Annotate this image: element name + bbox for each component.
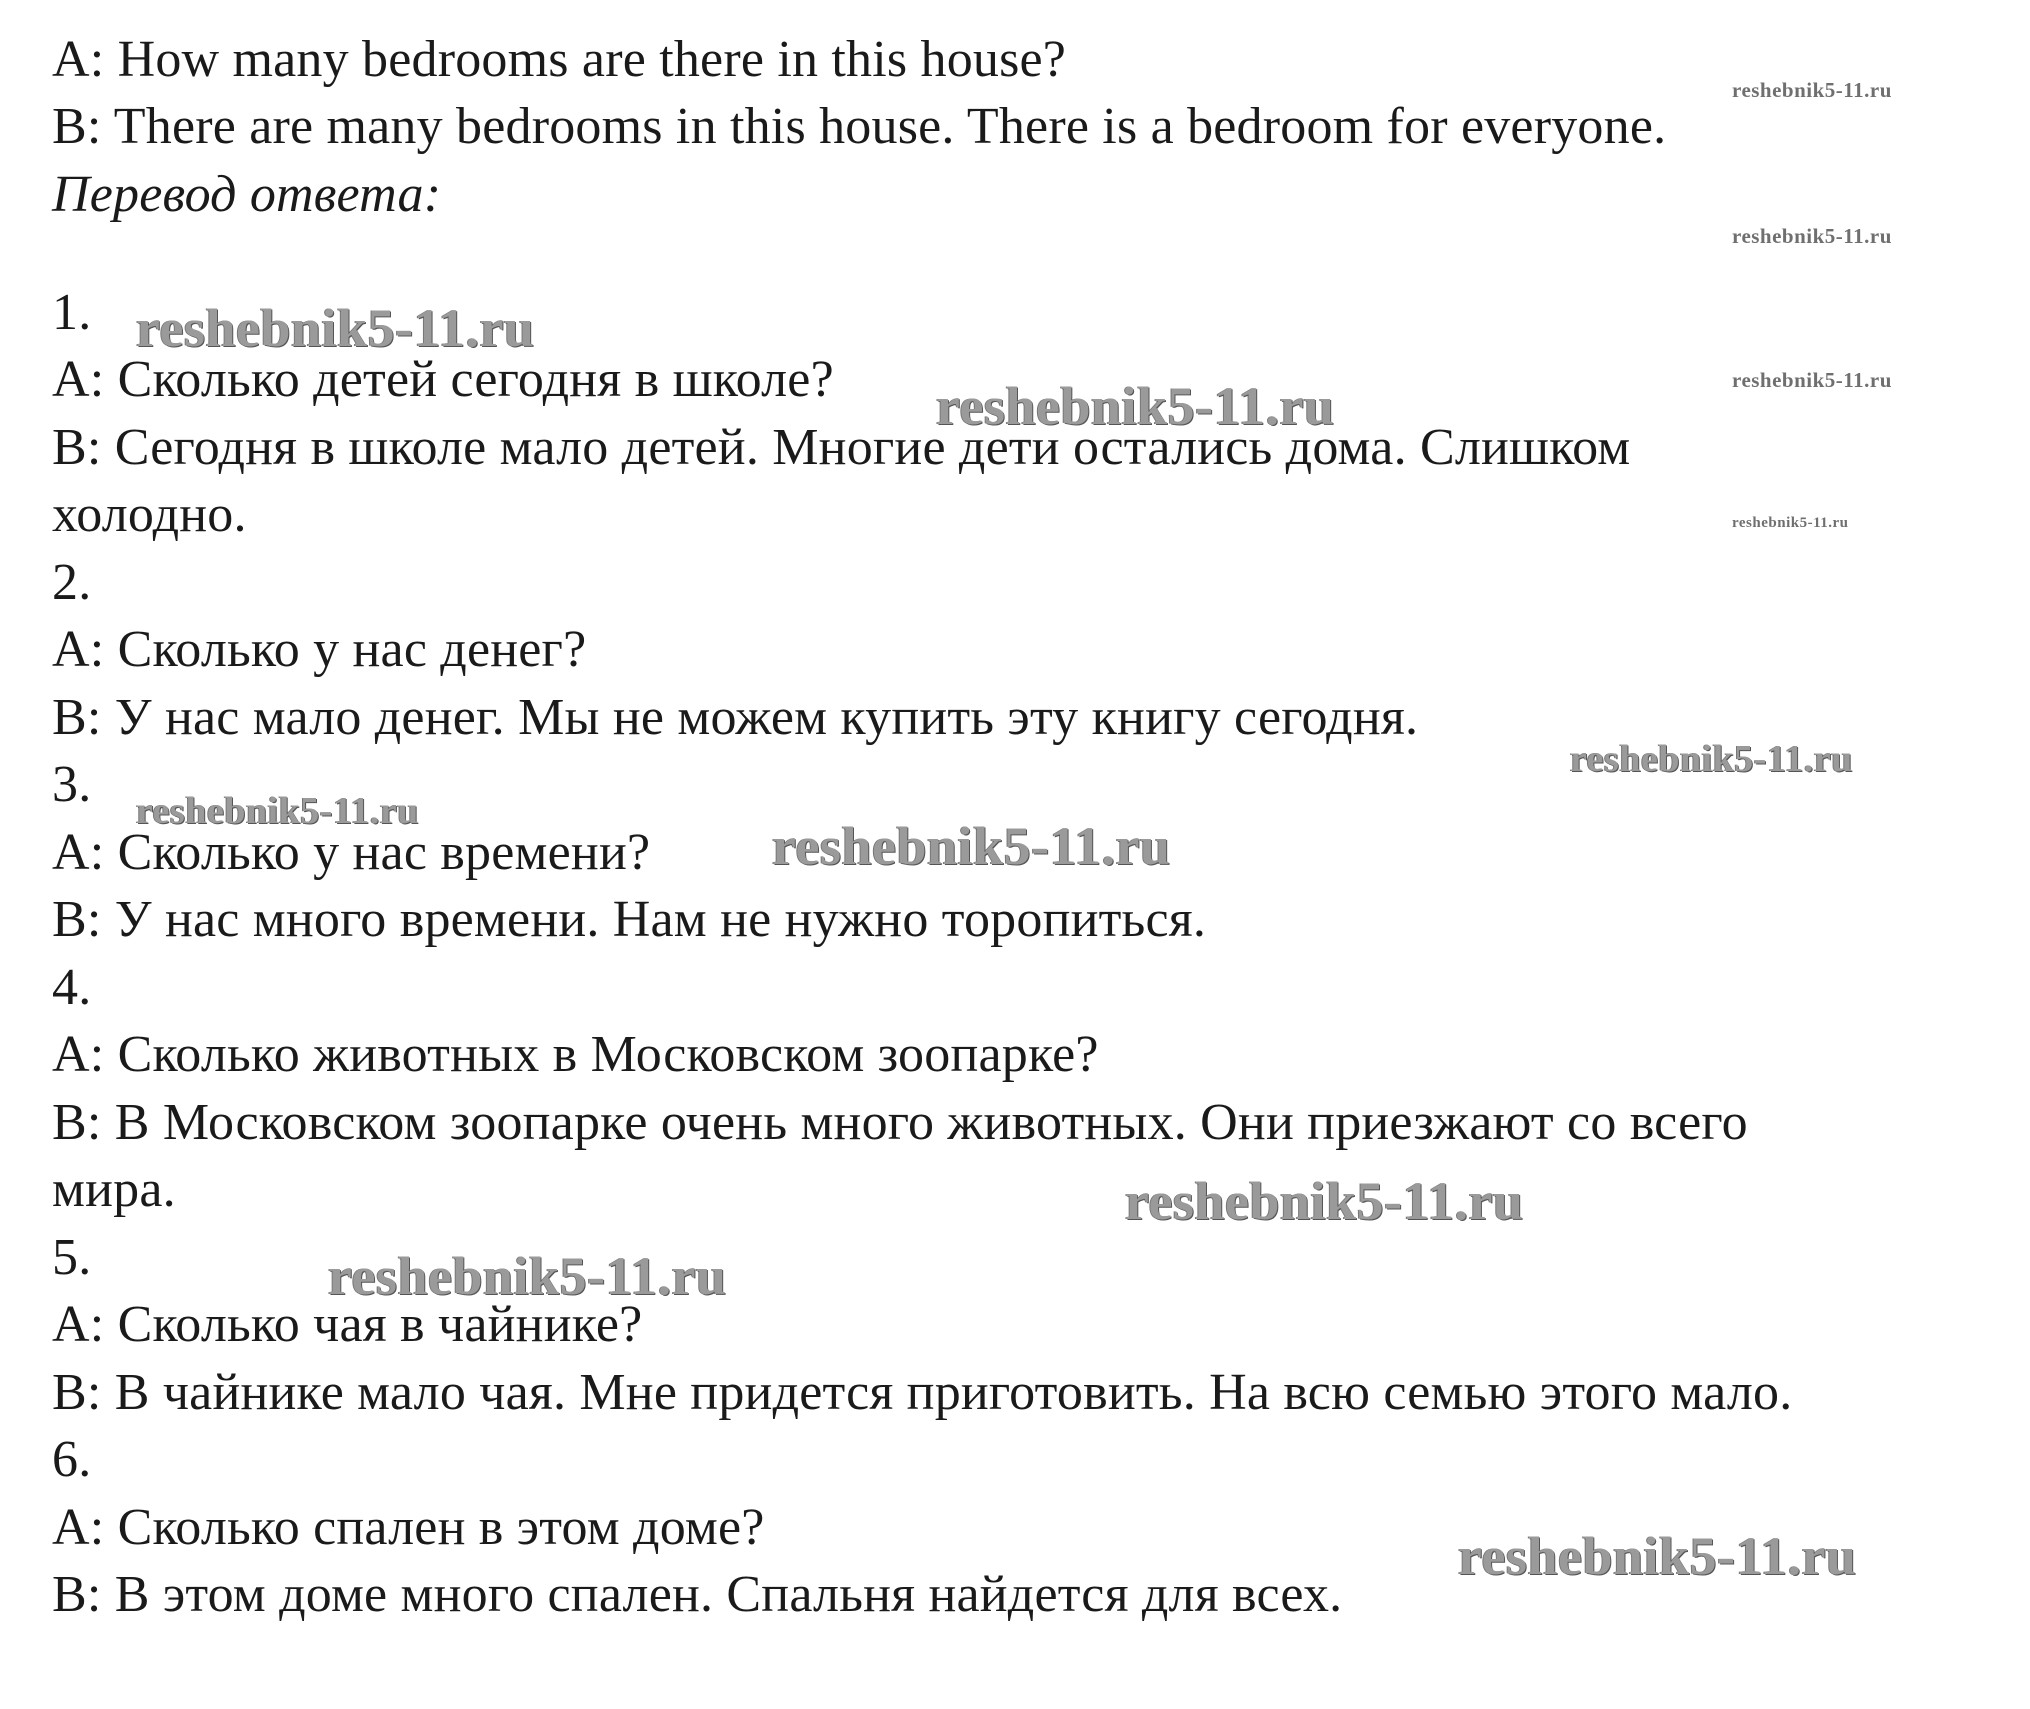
item-number: 2. (52, 554, 92, 611)
text-line: холодно. (52, 486, 247, 543)
watermark: reshebnik5-11.ru (772, 816, 1171, 876)
text-line: A: Сколько спален в этом доме? (52, 1499, 765, 1556)
watermark: reshebnik5-11.ru (1732, 78, 1892, 102)
text-line: B: В чайнике мало чая. Мне придется приготовить. На всю семью этого мало. (52, 1364, 1793, 1421)
watermark: reshebnik5-11.ru (1732, 368, 1892, 392)
watermark: reshebnik5-11.ru (328, 1246, 727, 1306)
watermark: reshebnik5-11.ru (1570, 738, 1853, 780)
watermark: reshebnik5-11.ru (136, 790, 419, 832)
item-number: 4. (52, 959, 92, 1016)
text-line: B: В этом доме много спален. Спальня найдется для всех. (52, 1566, 1343, 1623)
watermark: reshebnik5-11.ru (1125, 1171, 1524, 1231)
text-line: B: В Московском зоопарке очень много животных. Они приезжают со всего (52, 1094, 1748, 1151)
text-line: B: У нас мало денег. Мы не можем купить эту книгу сегодня. (52, 689, 1419, 746)
watermark: reshebnik5-11.ru (936, 376, 1335, 436)
text-line: B: There are many bedrooms in this house. There is a bedroom for everyone. (52, 98, 1667, 155)
text-line: A: Сколько у нас времени? (52, 824, 651, 881)
item-number: 3. (52, 756, 92, 813)
text-line: A: Сколько чая в чайнике? (52, 1296, 643, 1353)
item-number: 1. (52, 284, 92, 341)
text-line: A: Сколько детей сегодня в школе? (52, 351, 834, 408)
text-line: B: У нас много времени. Нам не нужно торопиться. (52, 891, 1207, 948)
item-number: 5. (52, 1229, 92, 1286)
text-line: A: Сколько животных в Московском зоопарке? (52, 1026, 1099, 1083)
item-number: 6. (52, 1431, 92, 1488)
watermark: reshebnik5-11.ru (136, 298, 535, 358)
text-line: B: Сегодня в школе мало детей. Многие дети остались дома. Слишком (52, 419, 1631, 476)
text-line: A: Сколько у нас денег? (52, 621, 587, 678)
section-heading: Перевод ответа: (52, 166, 442, 223)
text-line: мира. (52, 1161, 176, 1218)
watermark: reshebnik5-11.ru (1458, 1526, 1857, 1586)
watermark: reshebnik5-11.ru (1732, 224, 1892, 248)
watermark: reshebnik5-11.ru (1732, 515, 1849, 531)
text-line: A: How many bedrooms are there in this house? (52, 31, 1067, 88)
